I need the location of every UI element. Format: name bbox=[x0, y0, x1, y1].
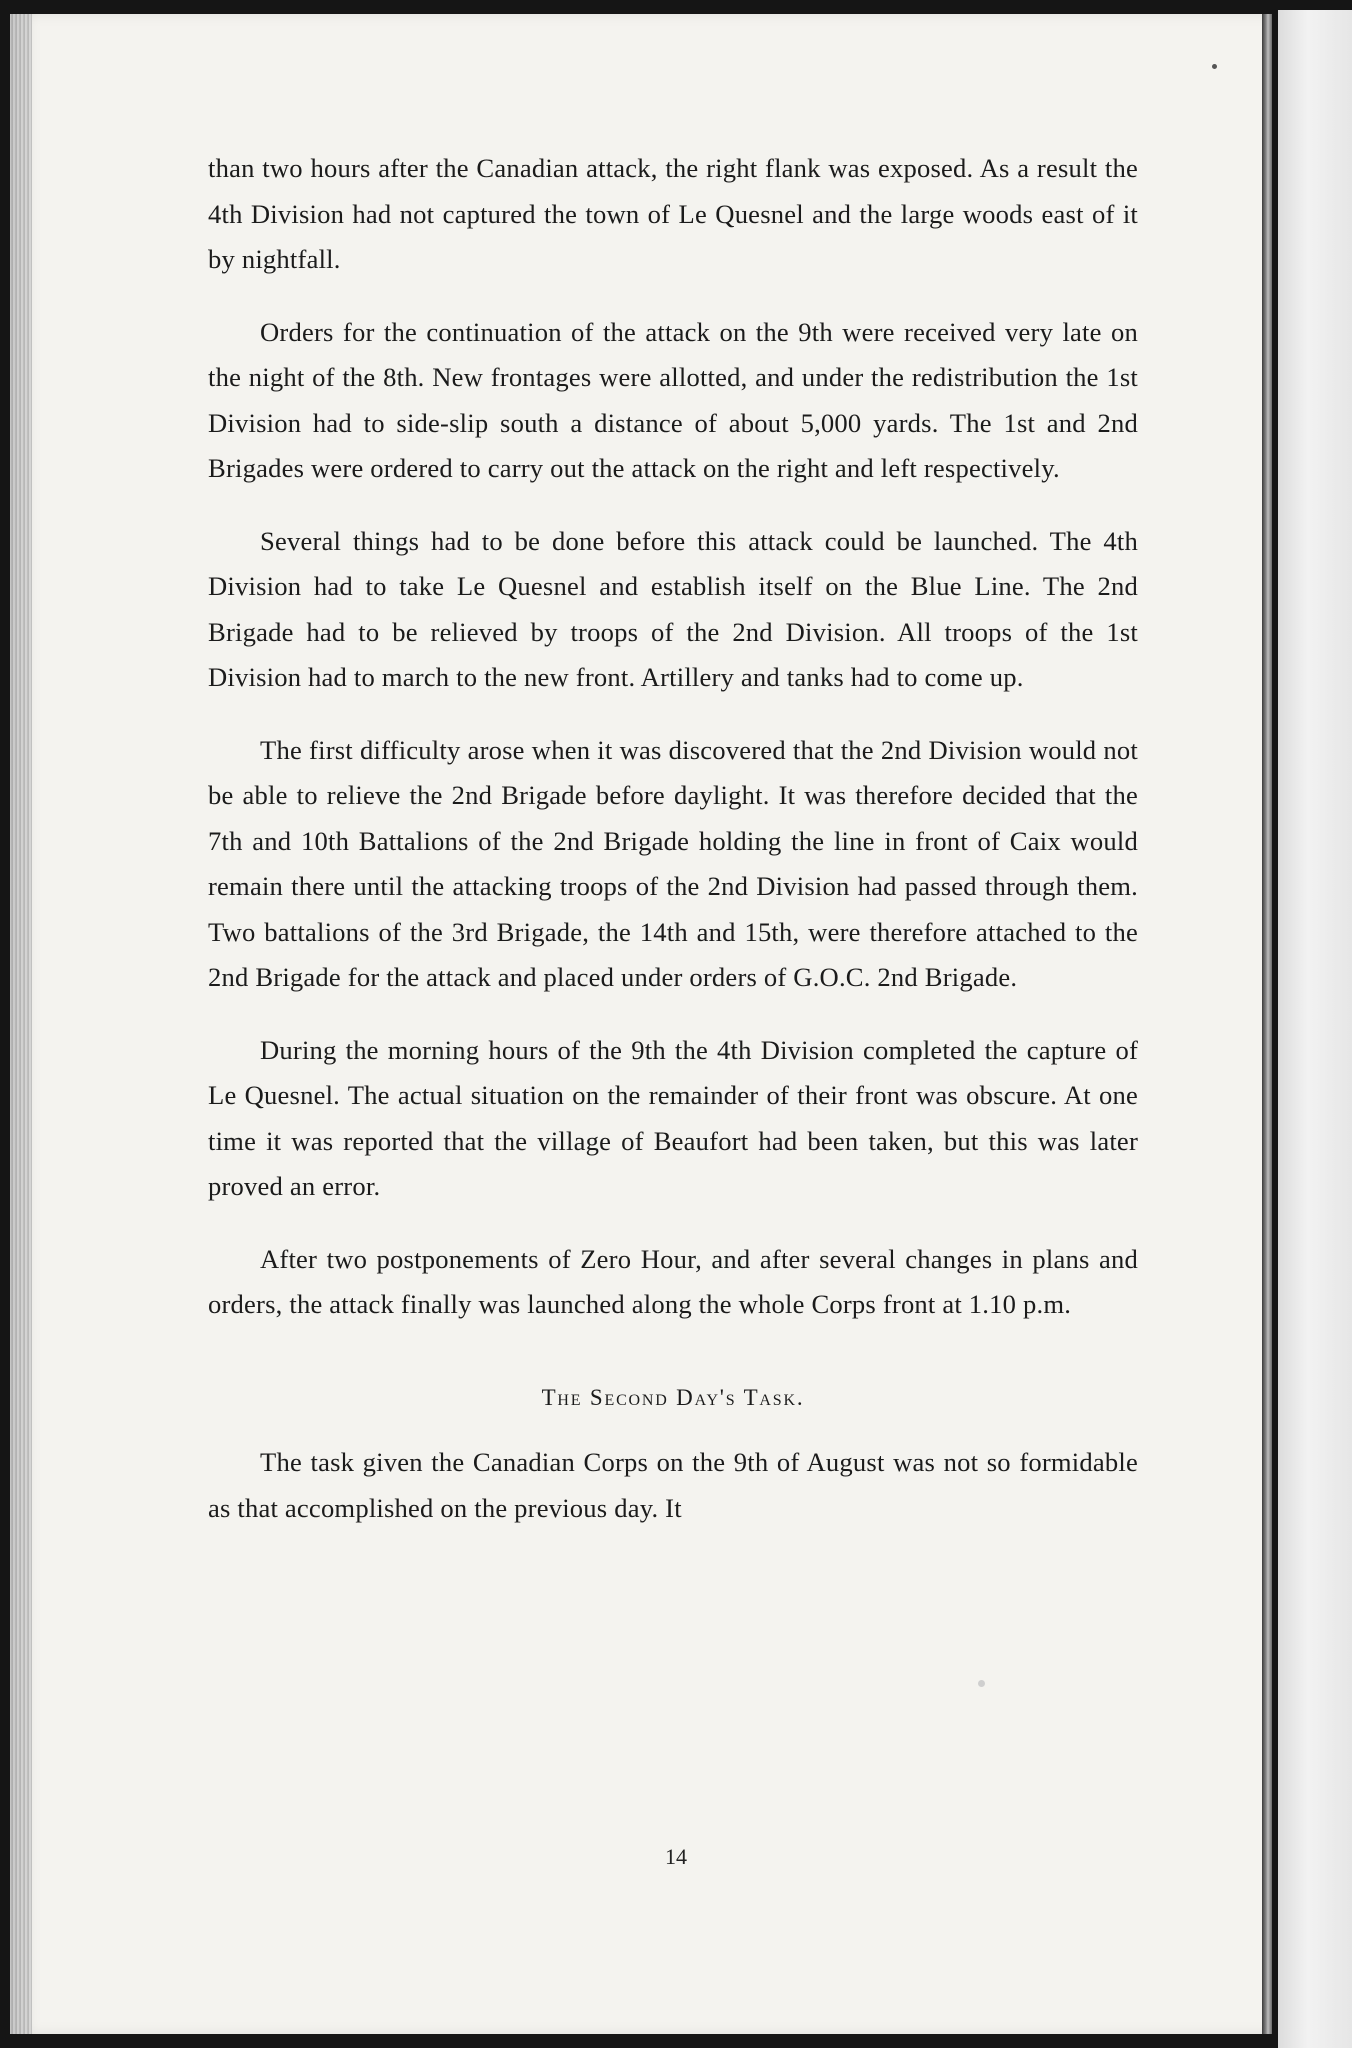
dust-speck bbox=[1212, 64, 1217, 69]
closing-paragraph: The task given the Canadian Corps on the 9th of August was not so formidable as that accomplished on the previous day. It bbox=[208, 1447, 1138, 1523]
facing-page-sliver bbox=[1278, 10, 1352, 2048]
paragraph: Orders for the continuation of the attack on the 9th were received very late on the night of the 8th. New frontages were allotted, and under the redistribution the 1st Division had to side-slip south a distance of about 5,000 yards. The 1st and 2nd Brigades were ordered to carry out the attack on the right and left respectively. bbox=[208, 316, 1138, 483]
body-text bbox=[208, 146, 1138, 1558]
paragraph: After two postponements of Zero Hour, and after several changes in plans and orders, the attack finally was launched along the whole Corps front at 1.10 p.m. bbox=[208, 1243, 1138, 1319]
paragraph: than two hours after the Canadian attack, the right flank was exposed. As a result the 4th Division had not captured the town of Le Quesnel and the large woods east of it by nightfall. bbox=[208, 153, 1138, 274]
dust-speck bbox=[978, 1680, 985, 1687]
paragraph: Several things had to be done before this attack could be launched. The 4th Division had to take Le Quesnel and establish itself on the Blue Line. The 2nd Brigade had to be relieved by troops of the 2nd Division. All troops of the 1st Division had to march to the new front. Artillery and tanks had to come up. bbox=[208, 525, 1138, 692]
page-edge bbox=[1262, 14, 1272, 2034]
section-heading: The Second Day's Task. bbox=[541, 1384, 805, 1410]
page-number: 14 bbox=[665, 1844, 687, 1869]
paragraph: During the morning hours of the 9th the 4th Division completed the capture of Le Quesnel. The actual situation on the remainder of their front was obscure. At one time it was reported that the village of Beaufort had been taken, but this was later proved an error. bbox=[208, 1034, 1138, 1201]
page-gutter bbox=[10, 14, 32, 2034]
paragraph: The first difficulty arose when it was discovered that the 2nd Division would not be able to relieve the 2nd Brigade before daylight. It was therefore decided that the 7th and 10th Battalions of the 2nd Brigade holding the line in front of Caix would remain there until the attacking troops of the 2nd Division had passed through them. Two battalions of the 3rd Brigade, the 14th and 15th, were therefore attached to the 2nd Brigade for the attack and placed under orders of G.O.C. 2nd Brigade. bbox=[208, 734, 1138, 992]
